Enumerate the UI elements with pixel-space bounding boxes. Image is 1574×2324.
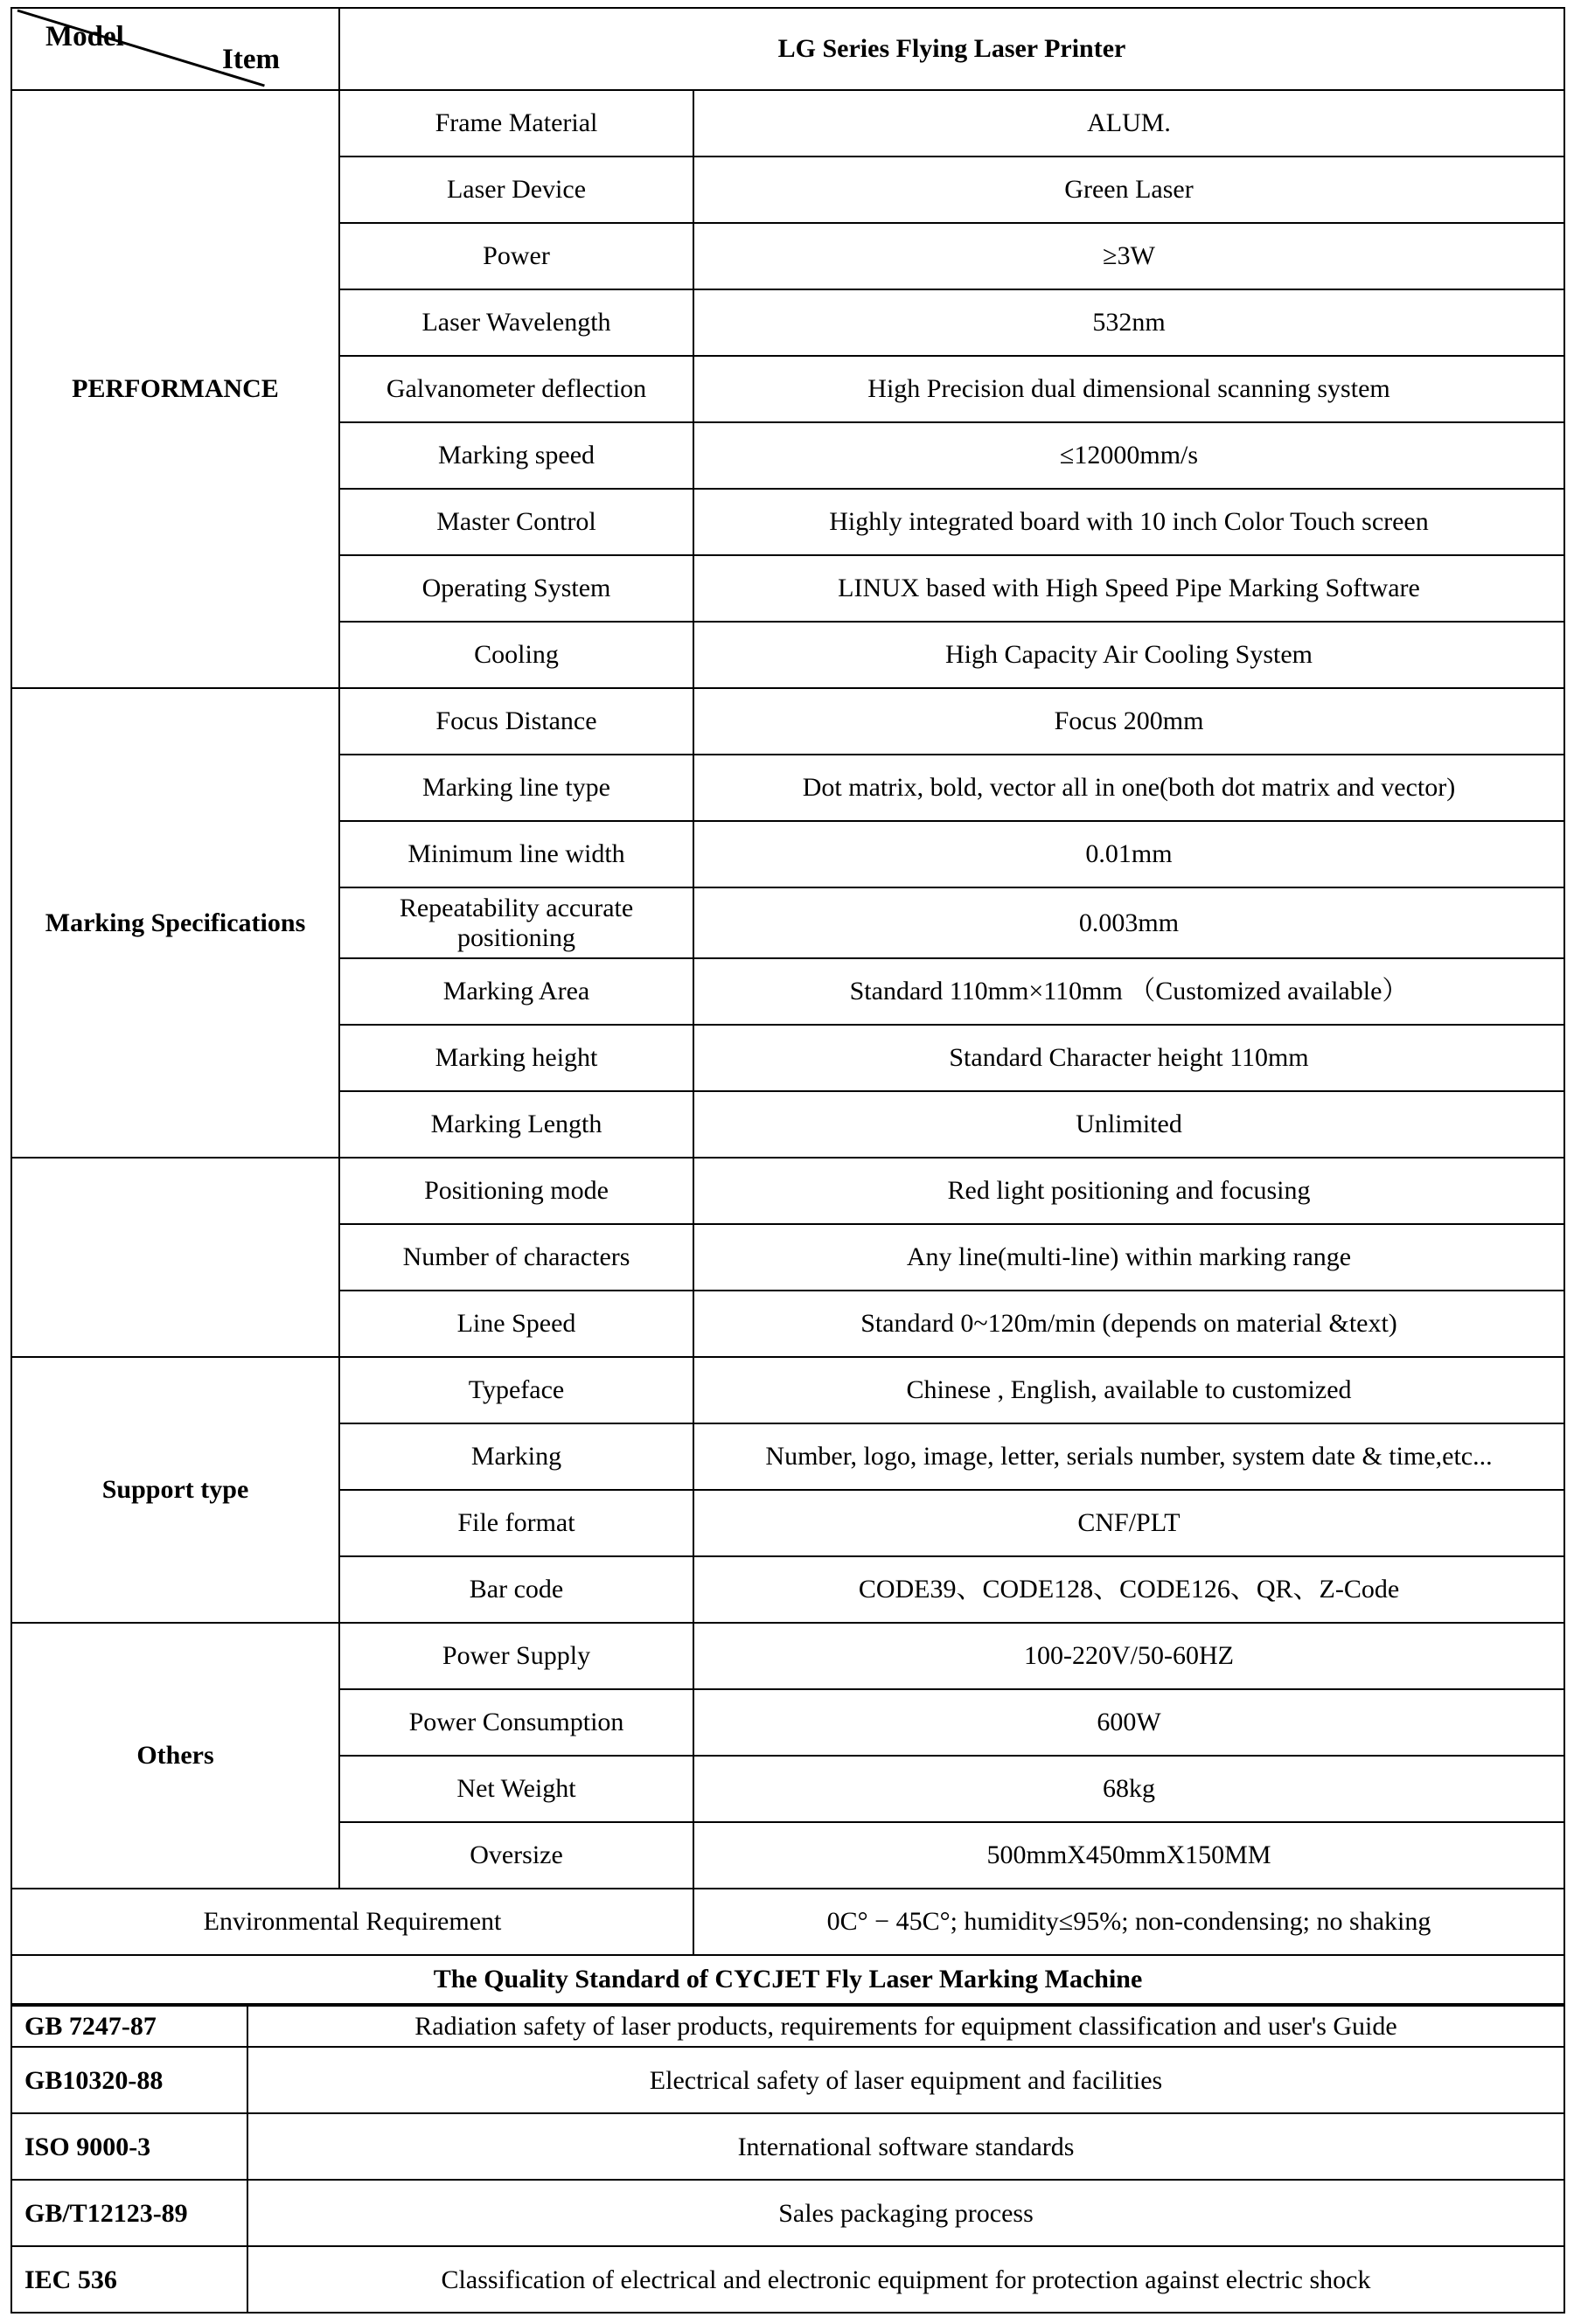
group-label-marking-specifications: Marking Specifications	[11, 688, 339, 1158]
item-value: Unlimited	[693, 1091, 1564, 1158]
item-value: Any line(multi-line) within marking range	[693, 1224, 1564, 1291]
item-value	[693, 755, 1564, 821]
standard-code: ISO 9000-3	[11, 2113, 247, 2180]
item-name: Cooling	[339, 622, 693, 688]
model-item-corner-cell	[11, 8, 339, 90]
item-value: 600W	[693, 1689, 1564, 1756]
item-label: Item	[222, 44, 280, 75]
item-name: Frame Material	[339, 90, 693, 157]
item-name-text: Galvanometer deflection	[386, 374, 647, 404]
item-name	[339, 356, 693, 422]
item-name: Operating System	[339, 555, 693, 622]
table-row	[11, 688, 1564, 755]
item-value: 532nm	[693, 289, 1564, 356]
item-name: Focus Distance	[339, 688, 693, 755]
item-value: Standard 0~120m/min (depends on material &text)	[693, 1291, 1564, 1357]
table-row	[11, 1623, 1564, 1689]
standard-description	[247, 2006, 1564, 2048]
standard-description: Classification of electrical and electronic equipment for protection against electric shock	[247, 2246, 1564, 2313]
item-name: Marking height	[339, 1025, 693, 1091]
table-row	[11, 2180, 1564, 2246]
item-value: 0.003mm	[693, 887, 1564, 958]
item-value-text: Number, logo, image, letter, serials number, system date & time,etc...	[765, 1442, 1493, 1472]
table-row	[11, 1158, 1564, 1224]
item-value: CNF/PLT	[693, 1490, 1564, 1556]
standard-description-text: Radiation safety of laser products, requirements for equipment classification and user's Guide	[414, 2011, 1397, 2041]
model-label: Model	[45, 21, 124, 52]
item-name: Power Consumption	[339, 1689, 693, 1756]
environmental-value: 0C° − 45C°; humidity≤95%; non-condensing; no shaking	[693, 1889, 1564, 1955]
item-value: 68kg	[693, 1756, 1564, 1822]
item-name: Number of characters	[339, 1224, 693, 1291]
quality-standard-title-row	[11, 1955, 1564, 2004]
standard-code: IEC 536	[11, 2246, 247, 2313]
environmental-row	[11, 1889, 1564, 1955]
table-row	[11, 2113, 1564, 2180]
item-value: High Capacity Air Cooling System	[693, 622, 1564, 688]
standard-code: GB/T12123-89	[11, 2180, 247, 2246]
item-value: 0.01mm	[693, 821, 1564, 887]
table-row	[11, 2006, 1564, 2048]
item-value: ALUM.	[693, 90, 1564, 157]
quality-standard-table	[10, 2005, 1565, 2314]
group-label-others: Others	[11, 1623, 339, 1889]
table-row	[11, 2047, 1564, 2113]
item-name: Master Control	[339, 489, 693, 555]
item-name: Typeface	[339, 1357, 693, 1423]
standard-code: GB 7247-87	[11, 2006, 247, 2048]
item-name: File format	[339, 1490, 693, 1556]
item-value: High Precision dual dimensional scanning system	[693, 356, 1564, 422]
item-name: Positioning mode	[339, 1158, 693, 1224]
item-name: Power Supply	[339, 1623, 693, 1689]
table-header-row	[11, 8, 1564, 90]
quality-standard-title: The Quality Standard of CYCJET Fly Laser Marking Machine	[11, 1955, 1564, 2004]
standard-description: Electrical safety of laser equipment and facilities	[247, 2047, 1564, 2113]
item-name: Minimum line width	[339, 821, 693, 887]
item-value: Highly integrated board with 10 inch Color Touch screen	[693, 489, 1564, 555]
standard-description: International software standards	[247, 2113, 1564, 2180]
item-name: Line Speed	[339, 1291, 693, 1357]
item-name: Marking Length	[339, 1091, 693, 1158]
item-name: Marking line type	[339, 755, 693, 821]
item-value: Standard 110mm×110mm （Customized available）	[693, 958, 1564, 1025]
item-value: Green Laser	[693, 157, 1564, 223]
item-value: Standard Character height 110mm	[693, 1025, 1564, 1091]
item-value: ≤12000mm/s	[693, 422, 1564, 489]
standard-code: GB10320-88	[11, 2047, 247, 2113]
item-name: Laser Device	[339, 157, 693, 223]
item-value: LINUX based with High Speed Pipe Marking Software	[693, 555, 1564, 622]
table-row	[11, 1357, 1564, 1423]
item-value-text: Dot matrix, bold, vector all in one(both dot matrix and vector)	[802, 773, 1456, 803]
item-name-text: Repeatability accurate positioning	[399, 894, 634, 952]
item-value: Red light positioning and focusing	[693, 1158, 1564, 1224]
item-name: Laser Wavelength	[339, 289, 693, 356]
item-value: 100-220V/50-60HZ	[693, 1623, 1564, 1689]
group-label-performance: PERFORMANCE	[11, 90, 339, 688]
item-name: Marking Area	[339, 958, 693, 1025]
table-row	[11, 90, 1564, 157]
item-name	[339, 887, 693, 958]
item-value: ≥3W	[693, 223, 1564, 289]
item-name: Marking	[339, 1423, 693, 1490]
item-name: Power	[339, 223, 693, 289]
table-row	[11, 2246, 1564, 2313]
item-name: Oversize	[339, 1822, 693, 1889]
item-name: Marking speed	[339, 422, 693, 489]
item-value: Focus 200mm	[693, 688, 1564, 755]
item-name: Bar code	[339, 1556, 693, 1623]
item-value: 500mmX450mmX150MM	[693, 1822, 1564, 1889]
page-title: LG Series Flying Laser Printer	[339, 8, 1564, 90]
specifications-table	[10, 7, 1565, 2005]
group-label-support-type: Support type	[11, 1357, 339, 1623]
environmental-label: Environmental Requirement	[11, 1889, 693, 1955]
item-name: Net Weight	[339, 1756, 693, 1822]
item-value: Chinese , English, available to customized	[693, 1357, 1564, 1423]
group-label-empty	[11, 1158, 339, 1357]
item-value: CODE39、CODE128、CODE126、QR、Z-Code	[693, 1556, 1564, 1623]
item-value	[693, 1423, 1564, 1490]
standard-description: Sales packaging process	[247, 2180, 1564, 2246]
